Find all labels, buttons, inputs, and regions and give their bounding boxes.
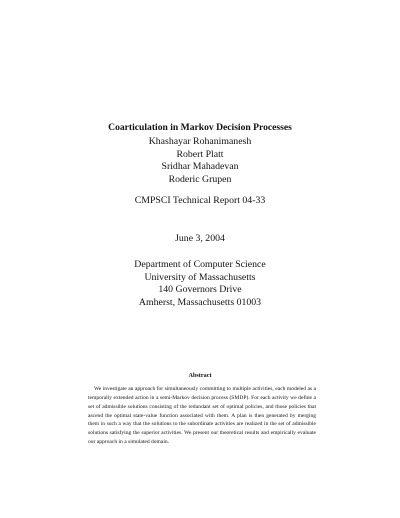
author-name: Sridhar Mahadevan (161, 161, 239, 173)
title-block (0, 121, 400, 207)
publication-date: June 3, 2004 (175, 233, 225, 244)
affiliation-line: 140 Governors Drive (158, 284, 242, 296)
report-number: CMPSCI Technical Report 04-33 (134, 195, 266, 207)
author-name: Khashayar Rohanimanesh (148, 136, 252, 147)
paper-title: Coarticulation in Markov Decision Processes (108, 122, 292, 133)
affiliation-line: Amherst, Massachusetts 01003 (138, 296, 262, 308)
affiliation-block (0, 259, 400, 309)
abstract-text: We investigate an approach for simultaneously committing to multiple activities, each modeled as a temporally extended action in a semi-Markov decision process (SMDP). For each activity we define a set of admissible solutions consisting of the redundant set of optimal policies, and those policies that ascend the optimal state-value function associated with them. A plan is then generated by merging them in such a way that the solutions to the subordinate activities are realized in the set of admissible solutions satisfying the superior activities. We present our theoretical results and empirically evaluate our approach in a simulated domain. (88, 386, 316, 446)
author-name: Roderic Grupen (168, 173, 232, 185)
author-list (0, 136, 400, 186)
affiliation-line: University of Massachusetts (144, 271, 256, 283)
affiliation-line: Department of Computer Science (134, 259, 266, 270)
abstract-heading: Abstract (188, 372, 212, 379)
author-name: Robert Platt (176, 148, 224, 160)
